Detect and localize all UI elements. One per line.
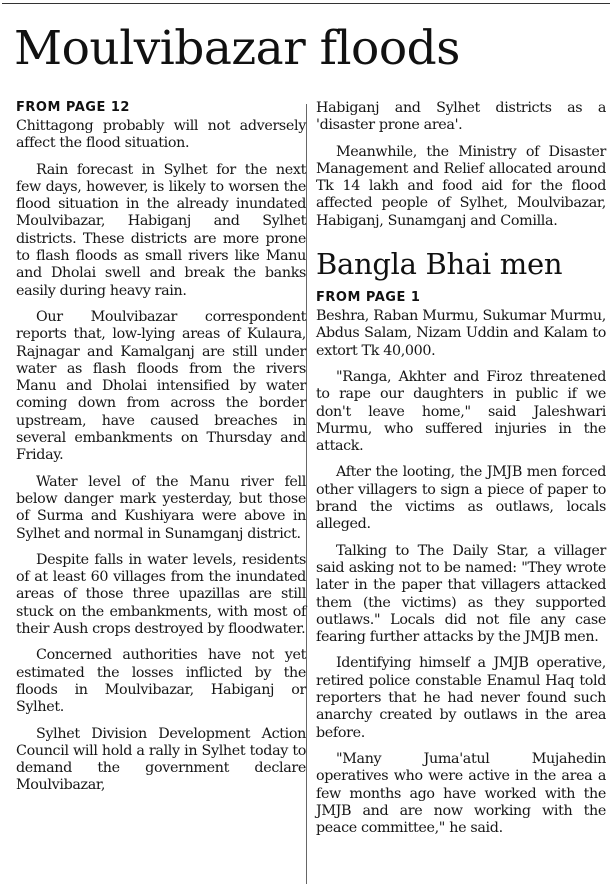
kicker-from-page-12: FROM PAGE 12 [16, 100, 130, 115]
paragraph: "Many Juma'atul Mujahedin operatives who were active in the area a few months ago have worked with the JMJB and are now working with the peace committee," he said. [316, 750, 606, 837]
left-column [16, 100, 306, 804]
paragraph: Meanwhile, the Ministry of Disaster Management and Relief allocated around Tk 14 lakh and food aid for the flood affected people of Sylhet, Moulvibazar, Habiganj, Sunamganj and Comilla. [316, 143, 606, 229]
paragraph: Concerned authorities have not yet estimated the losses inflicted by the floods in Moulvibazar, Habiganj or Sylhet. [16, 647, 306, 716]
paragraph: Habiganj and Sylhet districts as a 'disaster prone area'. [316, 100, 606, 134]
paragraph: Sylhet Division Development Action Council will hold a rally in Sylhet today to demand the government declare Moulvibazar, [16, 725, 306, 794]
kicker-from-page-1: FROM PAGE 1 [316, 290, 421, 306]
paragraph: Beshra, Raban Murmu, Sukumar Murmu, Abdus Salam, Nizam Uddin and Kalam to extort Tk 40,000. [316, 308, 606, 359]
headline: Moulvibazar floods [14, 21, 460, 76]
paragraph: Talking to The Daily Star, a villager said asking not to be named: "They wrote later in the paper that villagers attacked them (the victims) as they supported outlaws." Locals did not file any case fearing further attacks by the JMJB men. [316, 542, 606, 646]
paragraph: Despite falls in water levels, residents of at least 60 villages from the inundated areas of those three upazillas are still stuck on the embankments, with most of their Aush crops destroyed by floodwater. [16, 551, 306, 638]
paragraph: After the looting, the JMJB men forced other villagers to sign a piece of paper to brand the victims as outlaws, locals alleged. [316, 464, 606, 533]
column-divider [306, 104, 307, 884]
paragraph: Identifying himself a JMJB operative, retired police constable Enamul Haq told reporters that he had never found such anarchy created by outlaws in the area before. [316, 655, 606, 741]
subheadline: Bangla Bhai men [316, 247, 563, 282]
right-column [316, 100, 606, 846]
top-rule [2, 3, 610, 4]
paragraph: Our Moulvibazar correspondent reports that, low-lying areas of Kulaura, Rajnagar and Kamalganj are still under water as flash floods from the rivers Manu and Dholai intensified by water coming down from across the border upstream, have caused breaches in several embankments on Thursday and Friday. [16, 308, 306, 464]
paragraph: "Ranga, Akhter and Firoz threatened to rape our daughters in public if we don't leave home," said Jaleshwari Murmu, who suffered injuries in the attack. [316, 368, 606, 455]
paragraph: Water level of the Manu river fell below danger mark yesterday, but those of Surma and Kushiyara were above in Sylhet and normal in Sunamganj district. [16, 473, 306, 542]
paragraph: Rain forecast in Sylhet for the next few days, however, is likely to worsen the flood situation in the already inundated Moulvibazar, Habiganj and Sylhet districts. These districts are more prone to flash floods as small rivers like Manu and Dholai swell and break the banks easily during heavy rain. [16, 161, 306, 299]
paragraph: Chittagong probably will not adversely affect the flood situation. [16, 118, 306, 152]
